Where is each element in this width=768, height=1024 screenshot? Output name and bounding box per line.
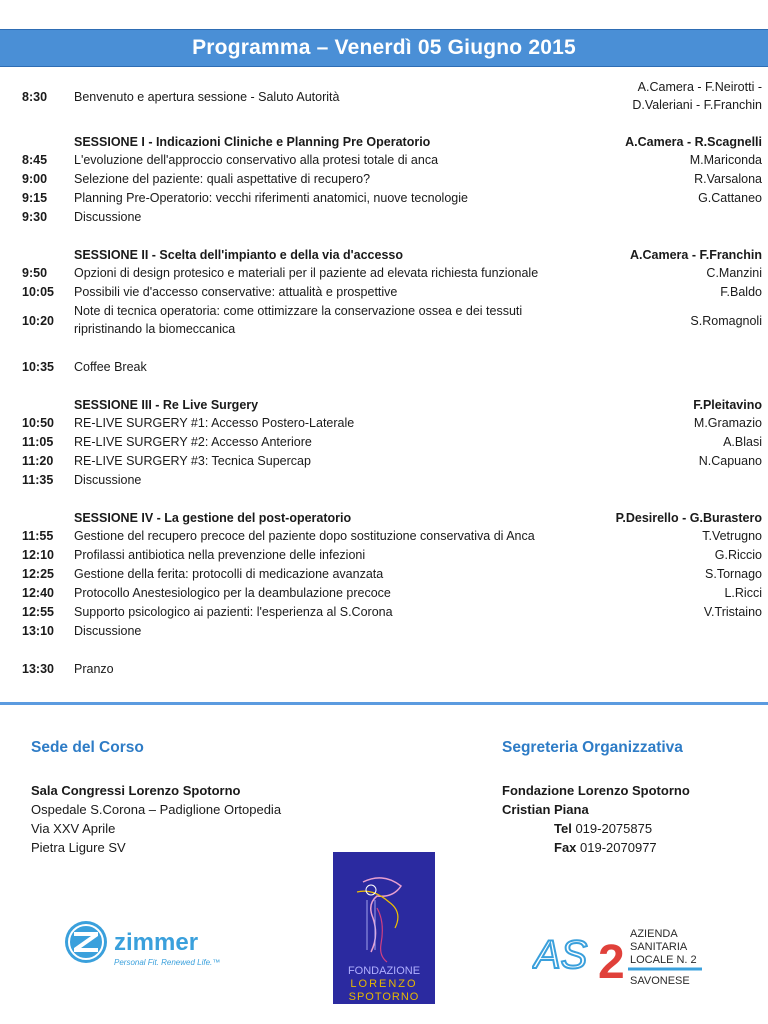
row-time: 13:30 xyxy=(22,662,54,676)
row-title: RE-LIVE SURGERY #3: Tecnica Supercap xyxy=(74,454,311,468)
row-time: 11:05 xyxy=(22,435,54,449)
zimmer-logo xyxy=(62,918,242,978)
row-time: 10:35 xyxy=(22,360,54,374)
row-title: Possibili vie d'accesso conservative: attualità e prospettive xyxy=(74,285,398,299)
session-chairs: A.Camera - R.Scagnelli xyxy=(625,135,762,149)
asl-logo xyxy=(532,920,712,990)
row-time: 8:30 xyxy=(22,90,48,104)
row-time: 12:25 xyxy=(22,567,54,581)
row-speaker-cont: D.Valeriani - F.Franchin xyxy=(632,98,762,112)
row-title: Planning Pre-Operatorio: vecchi riferimenti anatomici, nuove tecnologie xyxy=(74,191,468,205)
row-speaker: N.Capuano xyxy=(698,454,762,468)
row-title: Gestione della ferita: protocolli di medicazione avanzata xyxy=(74,567,384,581)
asl-line2: SANITARIA xyxy=(630,941,688,953)
row-title: Discussione xyxy=(74,473,142,487)
row-time: 10:05 xyxy=(22,285,54,299)
row-title: Opzioni di design protesico e materiali per il paziente ad elevata richiesta funzionale xyxy=(74,266,539,280)
row-speaker: V.Tristaino xyxy=(703,605,762,619)
row-time: 12:40 xyxy=(22,586,54,600)
asl-number: 2 xyxy=(598,936,625,989)
secretariat-fax xyxy=(502,838,690,857)
session-title: SESSIONE II - Scelta dell'impianto e della via d'accesso xyxy=(74,248,403,262)
row-title: Selezione del paziente: quali aspettative di recupero? xyxy=(74,172,371,186)
fax-label: Fax xyxy=(554,840,577,855)
secretariat-tel xyxy=(502,819,690,838)
fondazione-line1: FONDAZIONE xyxy=(347,965,421,977)
session-title: SESSIONE I - Indicazioni Cliniche e Planning Pre Operatorio xyxy=(74,135,431,149)
fax-value: 019-2070977 xyxy=(580,840,657,855)
venue-line: Via XXV Aprile xyxy=(31,821,116,836)
row-speaker: F.Baldo xyxy=(720,285,762,299)
row-speaker: S.Tornago xyxy=(705,567,762,581)
session-chairs: A.Camera - F.Franchin xyxy=(630,248,762,262)
secretariat-name: Fondazione Lorenzo Spotorno xyxy=(502,783,690,798)
tel-label: Tel xyxy=(554,821,572,836)
row-speaker: G.Riccio xyxy=(714,548,762,562)
row-title: Discussione xyxy=(74,624,142,638)
row-speaker: L.Ricci xyxy=(724,586,762,600)
row-speaker: A.Blasi xyxy=(723,435,762,449)
session-title: SESSIONE IV - La gestione del post-operatorio xyxy=(74,511,352,525)
secretariat-heading: Segreteria Organizzativa xyxy=(502,739,683,756)
session-title: SESSIONE III - Re Live Surgery xyxy=(74,398,259,412)
fondazione-line3: SPOTORNO xyxy=(348,991,420,1003)
row-time: 9:15 xyxy=(22,191,48,205)
row-time: 12:55 xyxy=(22,605,54,619)
asl-line1: AZIENDA xyxy=(630,928,678,940)
venue-line: Pietra Ligure SV xyxy=(31,840,126,855)
row-speaker: T.Vetrugno xyxy=(702,529,762,543)
row-time: 9:00 xyxy=(22,172,48,186)
asl-line4: SAVONESE xyxy=(630,975,690,987)
row-time: 9:30 xyxy=(22,210,48,224)
row-title: Note di tecnica operatoria: come ottimizzare la conservazione ossea e dei tessuti xyxy=(74,304,523,318)
footer-divider xyxy=(0,702,768,705)
fondazione-logo xyxy=(333,852,435,1004)
venue-block xyxy=(31,738,281,857)
row-speaker: G.Cattaneo xyxy=(698,191,762,205)
row-speaker: R.Varsalona xyxy=(694,172,762,186)
session-chairs: F.Pleitavino xyxy=(693,398,762,412)
row-title: Pranzo xyxy=(74,662,114,676)
row-title: L'evoluzione dell'approccio conservativo alla protesi totale di anca xyxy=(74,153,439,167)
asl-line3: LOCALE N. 2 xyxy=(630,954,697,966)
zimmer-tagline: Personal Fit. Renewed Life.™ xyxy=(114,958,221,967)
row-title: Protocollo Anestesiologico per la deambulazione precoce xyxy=(74,586,391,600)
row-speaker: C.Manzini xyxy=(706,266,762,280)
tel-value: 019-2075875 xyxy=(575,821,653,836)
row-time: 8:45 xyxy=(22,153,48,167)
row-time: 10:20 xyxy=(22,314,54,328)
venue-line: Ospedale S.Corona – Padiglione Ortopedia xyxy=(31,802,282,817)
row-time: 11:55 xyxy=(22,529,54,543)
row-time: 13:10 xyxy=(22,624,54,638)
program-header xyxy=(0,29,768,67)
row-title-cont: ripristinando la biomeccanica xyxy=(74,322,236,336)
row-title: Discussione xyxy=(74,210,142,224)
row-title: Benvenuto e apertura sessione - Saluto Autorità xyxy=(74,90,340,104)
row-speaker: S.Romagnoli xyxy=(690,314,762,328)
zimmer-mark-icon xyxy=(62,918,242,978)
row-time: 10:50 xyxy=(22,416,54,430)
row-title: Coffee Break xyxy=(74,360,147,374)
venue-name: Sala Congressi Lorenzo Spotorno xyxy=(31,783,241,798)
row-title: RE-LIVE SURGERY #2: Accesso Anteriore xyxy=(74,435,312,449)
row-speaker: A.Camera - F.Neirotti - xyxy=(637,80,762,94)
row-time: 12:10 xyxy=(22,548,54,562)
venue-heading: Sede del Corso xyxy=(31,739,144,756)
row-time: 9:50 xyxy=(22,266,48,280)
secretariat-contact: Cristian Piana xyxy=(502,802,589,817)
fondazione-line2: LORENZO xyxy=(350,978,418,990)
row-speaker: M.Mariconda xyxy=(689,153,762,167)
program-title: Programma – Venerdì 05 Giugno 2015 xyxy=(192,36,576,59)
row-title: Profilassi antibiotica nella prevenzione delle infezioni xyxy=(74,548,366,562)
asl-mark-icon xyxy=(532,920,712,990)
row-title: RE-LIVE SURGERY #1: Accesso Postero-Laterale xyxy=(74,416,355,430)
zimmer-wordmark: zimmer xyxy=(114,929,199,956)
row-time: 11:35 xyxy=(22,473,54,487)
row-title: Gestione del recupero precoce del paziente dopo sostituzione conservativa di Anca xyxy=(74,529,535,543)
row-title: Supporto psicologico ai pazienti: l'esperienza al S.Corona xyxy=(74,605,393,619)
session-chairs: P.Desirello - G.Burastero xyxy=(615,511,762,525)
row-time: 11:20 xyxy=(22,454,54,468)
fondazione-figure-icon xyxy=(333,852,435,1004)
secretariat-block xyxy=(502,738,690,857)
row-speaker: M.Gramazio xyxy=(693,416,762,430)
asl-letters: AS xyxy=(534,933,588,977)
